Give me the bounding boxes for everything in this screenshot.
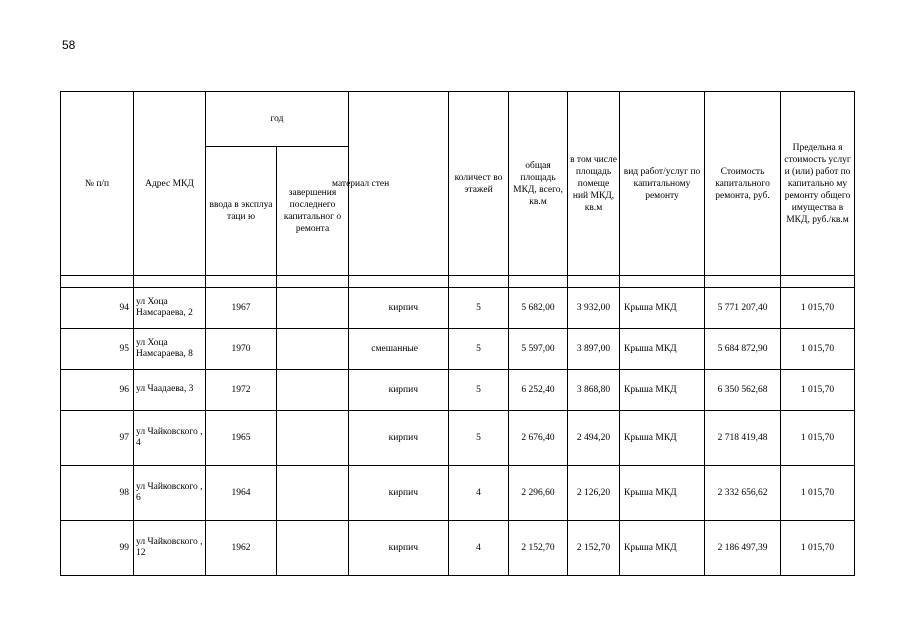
cell-year-repair (277, 329, 349, 370)
cell-work-type: Крыша МКД (620, 466, 705, 521)
cell-max-cost: 1 015,70 (781, 329, 855, 370)
header-floors: количест во этажей (449, 92, 509, 276)
repair-table (60, 91, 855, 576)
cell-total-area: 5 682,00 (509, 288, 568, 329)
cell-material: кирпич (349, 411, 449, 466)
cell-num: 99 (61, 521, 134, 576)
header-max-cost: Предельна я стоимость услуг и (или) работ по капитально му ремонту общего имущества в МКД, руб./кв.м (781, 92, 855, 276)
cell-address: ул Чаадаева, 3 (134, 370, 206, 411)
table-row (61, 466, 855, 521)
cell-material: кирпич (349, 288, 449, 329)
cell-address: ул Чайковского , 6 (134, 466, 206, 521)
cell-max-cost: 1 015,70 (781, 288, 855, 329)
cell-year-built: 1972 (206, 370, 277, 411)
header-year-repair: завершения последнего капитальног о ремонта (277, 147, 349, 276)
cell-floors: 5 (449, 288, 509, 329)
cell-cost: 2 332 656,62 (705, 466, 781, 521)
header-material (332, 92, 449, 276)
cell-max-cost: 1 015,70 (781, 370, 855, 411)
cell-num: 95 (61, 329, 134, 370)
cell-total-area: 5 597,00 (509, 329, 568, 370)
cell-year-built: 1965 (206, 411, 277, 466)
cell-floors: 5 (449, 411, 509, 466)
cell-premises-area: 2 494,20 (568, 411, 620, 466)
cell-total-area: 6 252,40 (509, 370, 568, 411)
cell-premises-area: 3 868,80 (568, 370, 620, 411)
header-material-label: материал стен (332, 178, 390, 189)
cell-floors: 5 (449, 370, 509, 411)
header-year-built: ввода в эксплуатаци ю (206, 147, 277, 276)
header-spacer-row (61, 276, 855, 288)
cell-work-type: Крыша МКД (620, 370, 705, 411)
cell-cost: 2 186 497,39 (705, 521, 781, 576)
cell-premises-area: 2 126,20 (568, 466, 620, 521)
cell-year-repair (277, 370, 349, 411)
table-row (61, 521, 855, 576)
table-row (61, 411, 855, 466)
cell-material: смешанные (349, 329, 449, 370)
cell-address: ул Хоца Намсараева, 2 (134, 288, 206, 329)
cell-cost: 2 718 419,48 (705, 411, 781, 466)
cell-floors: 4 (449, 521, 509, 576)
cell-material: кирпич (349, 521, 449, 576)
header-num: № п/п (61, 92, 134, 276)
cell-address: ул Чайковского , 12 (134, 521, 206, 576)
cell-num: 98 (61, 466, 134, 521)
cell-material: кирпич (349, 466, 449, 521)
table-row (61, 329, 855, 370)
cell-total-area: 2 152,70 (509, 521, 568, 576)
cell-max-cost: 1 015,70 (781, 521, 855, 576)
cell-year-repair (277, 521, 349, 576)
cell-cost: 5 684 872,90 (705, 329, 781, 370)
cell-floors: 5 (449, 329, 509, 370)
cell-year-repair (277, 466, 349, 521)
cell-year-built: 1967 (206, 288, 277, 329)
header-work-type: вид работ/услуг по капитальному ремонту (620, 92, 705, 276)
cell-premises-area: 2 152,70 (568, 521, 620, 576)
cell-year-built: 1964 (206, 466, 277, 521)
cell-year-repair (277, 288, 349, 329)
cell-work-type: Крыша МКД (620, 411, 705, 466)
cell-total-area: 2 296,60 (509, 466, 568, 521)
cell-max-cost: 1 015,70 (781, 411, 855, 466)
cell-cost: 5 771 207,40 (705, 288, 781, 329)
header-total-area: общая площадь МКД, всего, кв.м (509, 92, 568, 276)
header-address: Адрес МКД (134, 92, 206, 276)
cell-work-type: Крыша МКД (620, 329, 705, 370)
page-number: 58 (62, 38, 76, 52)
header-year-group: год (206, 92, 349, 147)
cell-year-built: 1970 (206, 329, 277, 370)
header-premises-area: в том числе площадь помеще ний МКД, кв.м (568, 92, 620, 276)
cell-num: 96 (61, 370, 134, 411)
cell-max-cost: 1 015,70 (781, 466, 855, 521)
cell-num: 94 (61, 288, 134, 329)
cell-address: ул Чайковского , 4 (134, 411, 206, 466)
table-row (61, 370, 855, 411)
cell-work-type: Крыша МКД (620, 288, 705, 329)
cell-year-built: 1962 (206, 521, 277, 576)
cell-floors: 4 (449, 466, 509, 521)
header-cost: Стоимость капитального ремонта, руб. (705, 92, 781, 276)
cell-address: ул Хоца Намсараева, 8 (134, 329, 206, 370)
cell-material: кирпич (349, 370, 449, 411)
cell-work-type: Крыша МКД (620, 521, 705, 576)
cell-premises-area: 3 932,00 (568, 288, 620, 329)
cell-year-repair (277, 411, 349, 466)
cell-cost: 6 350 562,68 (705, 370, 781, 411)
cell-premises-area: 3 897,00 (568, 329, 620, 370)
cell-total-area: 2 676,40 (509, 411, 568, 466)
table-row (61, 288, 855, 329)
cell-num: 97 (61, 411, 134, 466)
repair-table-sheet (60, 91, 854, 581)
